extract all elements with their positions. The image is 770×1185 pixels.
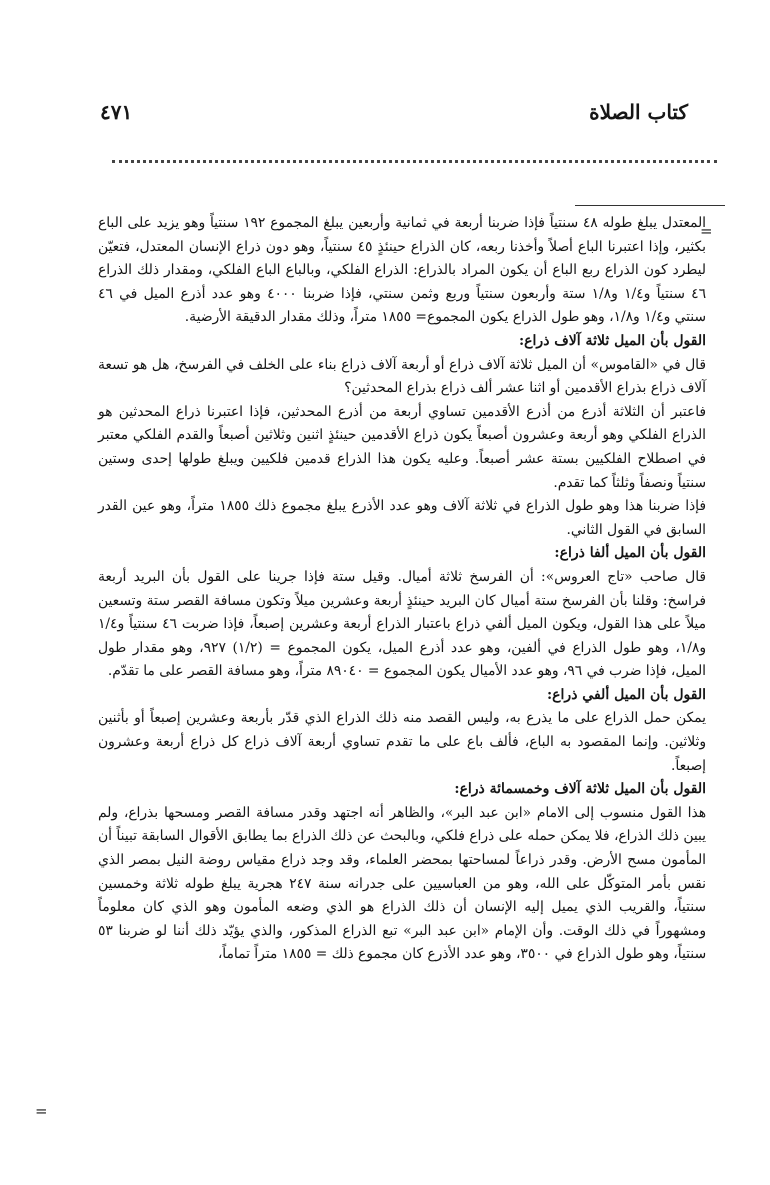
paragraph: قال في «القاموس» أن الميل ثلاثة آلاف ذراع أو أربعة آلاف ذراع بناء على الخلف في الفرسخ، هل هو تسعة آلاف ذراع بذراع الأقدمين أو اثنا عشر ألف ذراع بذراع المحدثين؟ <box>98 356 706 397</box>
page-number: ٤٧١ <box>100 100 133 124</box>
continuation-marker-top: = <box>700 222 713 240</box>
continuation-marker-end: = <box>35 1102 48 1120</box>
book-title: كتاب الصلاة <box>589 100 688 124</box>
dotted-separator <box>112 160 717 163</box>
paragraph: قال صاحب «تاج العروس»: أن الفرسخ ثلاثة أميال. وقيل ستة فإذا جرينا على القول بأن البريد أربعة فراسخ: وقلنا بأن الفرسخ ستة أميال كان البريد حينئذٍ أربعة وعشرين ميلاً وتكون مسافة القصر ستة وتسعين ميلاً على هذا القول، ويكون الميل ألفي ذراع باعتبار الذراع أربعة وعشرين إصبعاً، فإذا ضربت ٤٦ سنتياً و١/٤ و١/٨، وهو طول الذراع في ألفين، وهو عدد أذرع الميل، يكون المجموع = (١/٢) ٩٢٧، وهو مقدار طول الميل، فإذا ضرب في ٩٦، وهو عدد الأميال يكون المجموع = ٨٩٠٤٠ متراً، وهو مسافة القصر على ما تقدّم. <box>98 568 706 680</box>
paragraph: المعتدل يبلغ طوله ٤٨ سنتياً فإذا ضربنا أربعة في ثمانية وأربعين يبلغ المجموع ١٩٢ سنتياً وهو يزيد على الباع بكثير، وإذا اعتبرنا الباع أصلاً وأخذنا ربعه، كان الذراع حينئذٍ ٤٥ سنتياً، وهو دون ذراع الإنسان المعتدل، فتعيّن ليطرد كون الذراع ربع الباع أن يكون المراد بالذراع: الذراع الفلكي، وبالباع الباع الفلكي، ومقدار ذلك الذراع ٤٦ سنتياً و١/٤ و١/٨ ستة وأربعون سنتياً وربع وثمن سنتي، فإذا ضربنا ٤٠٠٠ وهو عدد أذرع الميل في ٤٦ سنتي و١/٤ و١/٨، وهو طول الذراع يكون المجموع= ١٨٥٥ متراً، وذلك مقدار الدقيقة الأرضية. <box>98 215 706 326</box>
page-header <box>100 100 688 130</box>
paragraph: هذا القول منسوب إلى الامام «ابن عبد البر»، والظاهر أنه اجتهد وقدر مسافة القصر ومسحها بذراع، ولم يبين ذلك الذراع، فلا يمكن حمله على ذراع فلكي، وبالبحث عن ذلك الذراع بما يطابق الأقوال السابقة تبيناً أن المأمون مسح الأرض. وقدر ذراعاً لمساحتها بمحضر العلماء، وقد وجد ذراع مقياس روضة النيل بمصر الذي نقس بأمر المتوكّل على الله، وهو من العباسيين على جدرانه سنة ٢٤٧ هجرية يبلغ طوله ثلاثة وخمسين سنتياً، والقريب الذي يميل إليه الإنسان أن ذلك الذراع هو الذي وضعه المأمون وهو الذي كان معلوماً ومشهوراً في ذلك الوقت. وأن الإمام «ابن عبد البر» تبع الذراع المذكور، والذي يؤيّد ذلك أننا لو ضربنا ٥٣ سنتياً، وهو طول الذراع في ٣٥٠٠، وهو عدد الأذرع كان مجموع ذلك = ١٨٥٥ متراً تماماً، <box>98 804 706 963</box>
paragraph: فإذا ضربنا هذا وهو طول الذراع في ثلاثة آلاف وهو عدد الأذرع يبلغ مجموع ذلك ١٨٥٥ متراً، وهو عين القدر السابق في القول الثاني. <box>98 498 706 538</box>
body-text <box>98 212 706 967</box>
section-heading: القول بأن الميل ألفا ذراع: <box>554 545 706 562</box>
section-heading: القول بأن الميل ثلاثة آلاف ذراع: <box>519 332 706 349</box>
paragraph: يمكن حمل الذراع على ما يذرع به، وليس القصد منه ذلك الذراع الذي قدّر بأربعة وعشرين إصبعاً أو بأثنين وثلاثين. وإنما المقصود به الباع، فألف باع على ما تقدم تساوي أربعة آلاف ذراع كل ذراع أربعة وعشرون إصبعاً. <box>98 710 706 774</box>
section-heading: القول بأن الميل ألفي ذراع: <box>547 686 706 703</box>
section-heading: القول بأن الميل ثلاثة آلاف وخمسمائة ذراع: <box>454 781 706 798</box>
paragraph: فاعتبر أن الثلاثة أذرع من أذرع الأقدمين تساوي أربعة من أذرع المحدثين، فإذا اعتبرنا ذراع المحدثين هو الذراع الفلكي وهو أربعة وعشرون أصبعاً يكون ذراع الأقدمين حينئذٍ اثنين وثلاثين أصبعاً والقدم الفلكي معتبر في اصطلاح الفلكيين بستة عشر أصبعاً. وعليه يكون هذا الذراع قدمين فلكيين ويبلغ طولها إحدى وستين سنتياً ونصفاً وثلثاً كما تقدم. <box>98 403 706 491</box>
footnote-rule <box>575 205 725 206</box>
